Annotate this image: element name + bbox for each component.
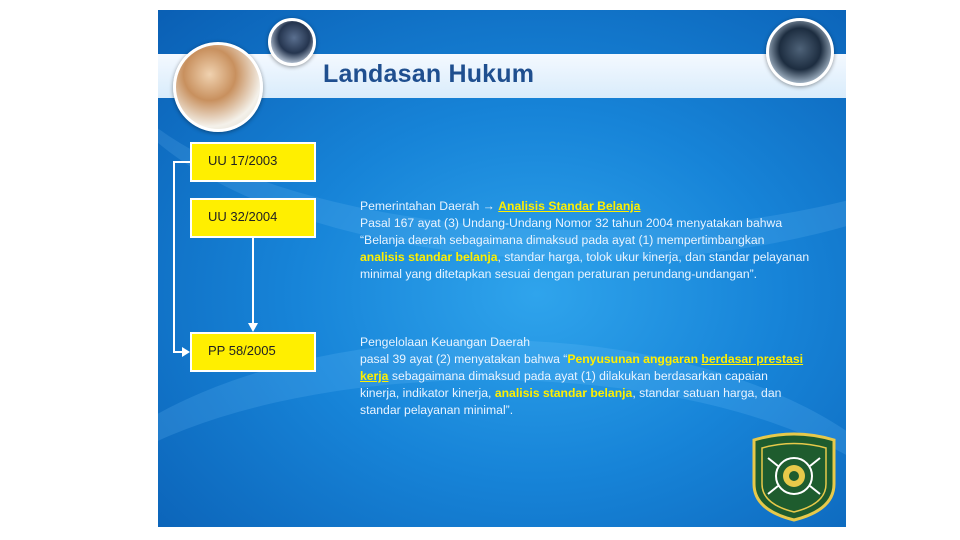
arrow-right-icon: →: [482, 199, 495, 213]
para1-prefix: Pemerintahan Daerah: [360, 199, 483, 213]
para1-highlight: analisis standar belanja: [360, 250, 498, 264]
flow-line-left: [174, 162, 190, 352]
paragraph-pengelolaan-keuangan: [360, 334, 810, 419]
para1-text-b: , standar harga, tolok ukur kinerja, dan standar pelayanan minimal yang ditetapkan sesuai dengan peraturan perundang-undangan”.: [360, 250, 810, 281]
regional-emblem-icon: [748, 430, 840, 522]
para2-text-c: , standar satuan harga, dan standar pelayanan minimal”.: [360, 386, 782, 417]
slide: [158, 10, 846, 527]
para2-heading: Pengelolaan Keuangan Daerah: [360, 335, 531, 349]
law-box-pp-58-2005: PP 58/2005: [190, 332, 316, 372]
para2-text-a: pasal 39 ayat (2) menyatakan bahwa “: [360, 352, 568, 366]
law-box-uu-32-2004: UU 32/2004: [190, 198, 316, 238]
para1-link-analisis: Analisis Standar Belanja: [498, 199, 641, 213]
flow-arrowhead-center: [248, 323, 258, 332]
para1-text-a: Pasal 167 ayat (3) Undang-Undang Nomor 32 tahun 2004 menyatakan bahwa “Belanja daerah sebagaimana dimaksud pada ayat (1) mempertimbangkan: [360, 216, 783, 247]
law-box-uu-17-2003: UU 17/2003: [190, 142, 316, 182]
slide-title: Landasan Hukum: [323, 60, 535, 88]
para2-highlight1b: berdasar prestasi kerja: [360, 352, 804, 383]
flow-arrowhead-left: [182, 347, 190, 357]
para2-highlight1a: Penyusunan anggaran: [567, 352, 699, 366]
para2-highlight2: analisis standar belanja: [494, 386, 633, 400]
para2-text-b: sebagaimana dimaksud pada ayat (1) dilakukan berdasarkan capaian kinerja, indikator kinerja,: [360, 369, 768, 400]
paragraph-pemerintahan-daerah: [360, 198, 810, 283]
